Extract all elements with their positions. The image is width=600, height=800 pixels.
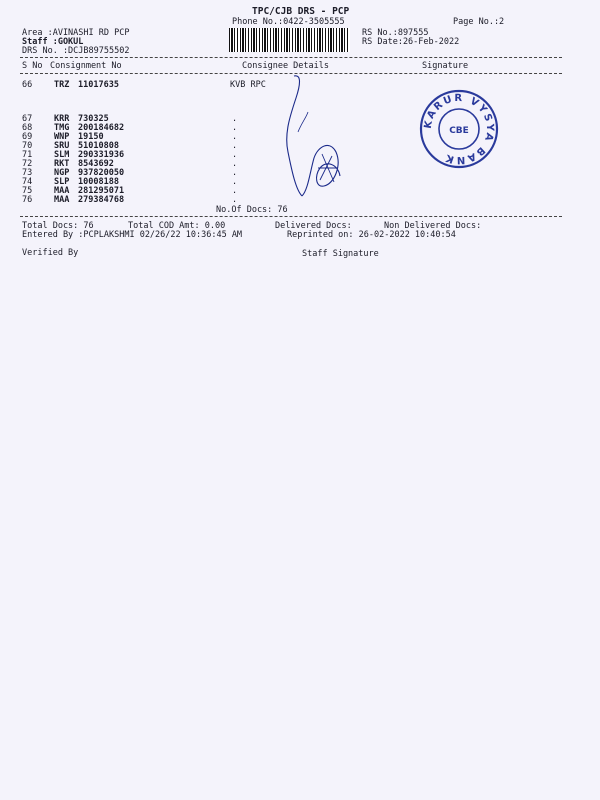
- total-cod-amount: Total COD Amt: 0.00: [128, 221, 226, 231]
- row-prefix: TRZ: [54, 80, 70, 90]
- row-sno: 67: [22, 114, 33, 124]
- row-consignee: .: [232, 123, 238, 133]
- footer-divider: [20, 216, 562, 217]
- row-prefix: KRR: [54, 114, 70, 124]
- rs-number: RS No.:897555: [362, 28, 429, 38]
- document-title: TPC/CJB DRS - PCP: [252, 6, 350, 17]
- row-prefix: MAA: [54, 195, 70, 205]
- row-number: 10008188: [78, 177, 119, 187]
- column-consignment: Consignment No: [50, 61, 122, 71]
- row-number: 730325: [78, 114, 109, 124]
- row-consignee: .: [232, 159, 238, 169]
- delivered-docs: Delivered Docs:: [275, 221, 352, 231]
- stamp-text: KARUR VYSYA BANK: [422, 92, 496, 166]
- verified-by: Verified By: [22, 248, 79, 258]
- row-prefix: SLP: [54, 177, 70, 187]
- staff-label: Staff :GOKUL: [22, 37, 84, 47]
- row-sno: 70: [22, 141, 33, 151]
- row-sno: 75: [22, 186, 33, 196]
- column-signature: Signature: [422, 61, 469, 71]
- area-label: Area :AVINASHI RD PCP: [22, 28, 130, 38]
- row-consignee: .: [232, 114, 238, 124]
- row-consignee: .: [232, 195, 238, 205]
- row-prefix: NGP: [54, 168, 70, 178]
- row-sno: 66: [22, 80, 33, 90]
- row-prefix: SLM: [54, 150, 70, 160]
- row-prefix: RKT: [54, 159, 70, 169]
- row-prefix: TMG: [54, 123, 70, 133]
- no-of-docs: No.Of Docs: 76: [216, 205, 288, 215]
- row-prefix: MAA: [54, 186, 70, 196]
- row-consignee: .: [232, 168, 238, 178]
- reprinted-on: Reprinted on: 26-02-2022 10:40:54: [287, 230, 456, 240]
- row-consignee: .: [232, 150, 238, 160]
- entered-by: Entered By :PCPLAKSHMI 02/26/22 10:36:45 AM: [22, 230, 243, 240]
- rs-date: RS Date:26-Feb-2022: [362, 37, 460, 47]
- row-sno: 73: [22, 168, 33, 178]
- non-delivered-docs: Non Delivered Docs:: [384, 221, 482, 231]
- barcode: [229, 28, 350, 52]
- row-sno: 71: [22, 150, 33, 160]
- row-sno: 68: [22, 123, 33, 133]
- staff-signature: Staff Signature: [302, 249, 379, 259]
- row-sno: 74: [22, 177, 33, 187]
- row-number: 290331936: [78, 150, 125, 160]
- row-number: 8543692: [78, 159, 114, 169]
- header-divider: [20, 57, 562, 58]
- phone-number: Phone No.:0422-3505555: [232, 17, 345, 27]
- row-prefix: SRU: [54, 141, 70, 151]
- row-number: 200184682: [78, 123, 125, 133]
- row-sno: 69: [22, 132, 33, 142]
- drs-number: DRS No. :DCJB89755502: [22, 46, 130, 56]
- row-consignee: .: [232, 141, 238, 151]
- page-number: Page No.:2: [453, 17, 505, 27]
- column-consignee: Consignee Details: [242, 61, 329, 71]
- row-prefix: WNP: [54, 132, 70, 142]
- bank-stamp: [418, 88, 500, 170]
- row-number: 279384768: [78, 195, 125, 205]
- total-docs: Total Docs: 76: [22, 221, 94, 231]
- row-sno: 76: [22, 195, 33, 205]
- row-consignee: .: [232, 132, 238, 142]
- row-number: 19150: [78, 132, 104, 142]
- row-number: 11017635: [78, 80, 119, 90]
- row-number: 937820050: [78, 168, 125, 178]
- row-number: 51010808: [78, 141, 119, 151]
- row-consignee: .: [232, 186, 238, 196]
- stamp-center: CBE: [449, 126, 469, 136]
- row-number: 281295071: [78, 186, 125, 196]
- handwritten-signature: [280, 72, 360, 207]
- row-consignee: KVB RPC: [230, 80, 266, 90]
- row-consignee: .: [232, 177, 238, 187]
- column-sno: S No: [22, 61, 43, 71]
- row-sno: 72: [22, 159, 33, 169]
